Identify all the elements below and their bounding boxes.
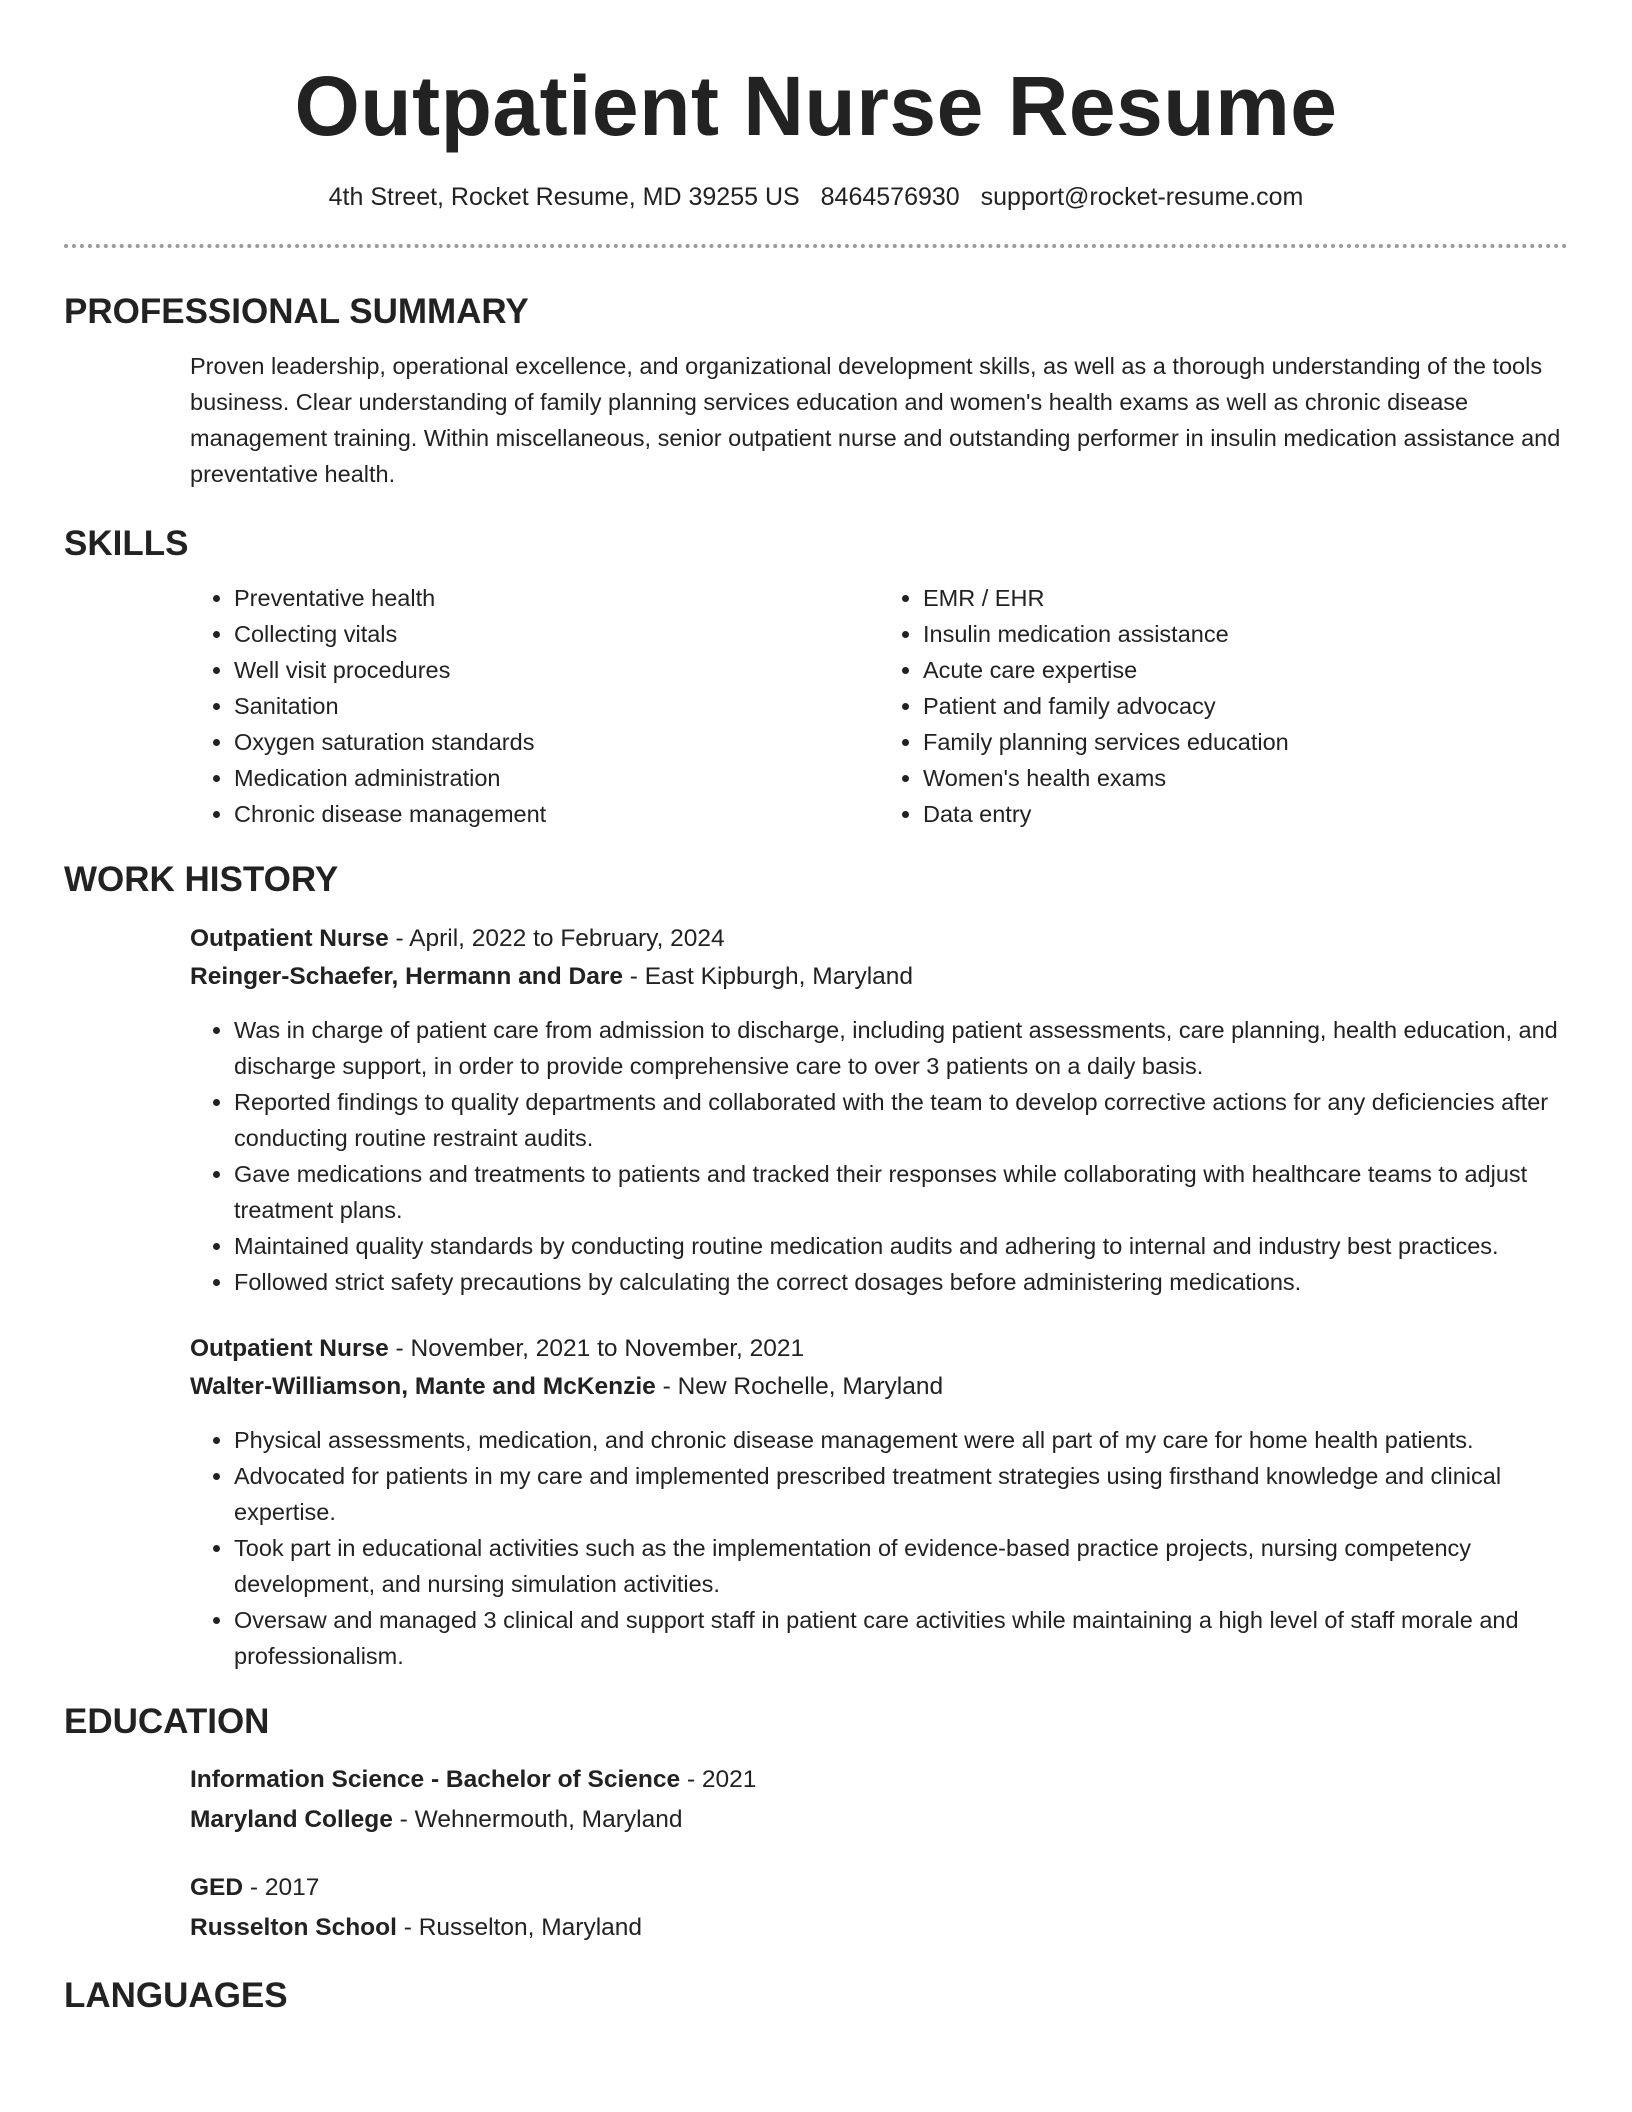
work-history-heading: WORK HISTORY bbox=[64, 860, 339, 899]
skills-list bbox=[190, 580, 1568, 832]
skill-item: • Chronic disease management bbox=[234, 796, 879, 832]
education-entry bbox=[190, 1868, 1568, 1948]
skill-item: • Women's health exams bbox=[923, 760, 1568, 796]
job-entry bbox=[190, 920, 1568, 1300]
job-entry bbox=[190, 1330, 1568, 1674]
job-location: - New Rochelle, Maryland bbox=[655, 1373, 944, 1400]
job-duty: • Followed strict safety precautions by calculating the correct dosages before administering medications. bbox=[234, 1264, 1568, 1300]
skill-item: • Medication administration bbox=[234, 760, 879, 796]
contact-line bbox=[64, 182, 1568, 212]
skills-column-left bbox=[190, 580, 879, 832]
education-entry bbox=[190, 1760, 1568, 1840]
contact-phone: 8464576930 bbox=[820, 183, 960, 211]
job-duty: • Oversaw and managed 3 clinical and support staff in patient care activities while maintaining a high level of staff morale and professionalism. bbox=[234, 1602, 1568, 1674]
skill-item: • Acute care expertise bbox=[923, 652, 1568, 688]
job-duty: • Physical assessments, medication, and chronic disease management were all part of my care for home health patients. bbox=[234, 1422, 1568, 1458]
job-position: Outpatient Nurse bbox=[190, 925, 389, 952]
job-title-line bbox=[190, 1330, 1568, 1368]
job-duties bbox=[190, 1422, 1568, 1674]
job-duty: • Advocated for patients in my care and implemented prescribed treatment strategies using firsthand knowledge and clinical expertise. bbox=[234, 1458, 1568, 1530]
job-duty: • Was in charge of patient care from admission to discharge, including patient assessments, care planning, health education, and discharge support, in order to provide comprehensive care to over 3 patients on a daily basis. bbox=[234, 1012, 1568, 1084]
skill-item: • Collecting vitals bbox=[234, 616, 879, 652]
skill-item: • Insulin medication assistance bbox=[923, 616, 1568, 652]
skill-item: • Patient and family advocacy bbox=[923, 688, 1568, 724]
job-company-line bbox=[190, 958, 1568, 996]
education-school: Russelton School bbox=[190, 1914, 397, 1941]
job-duty: • Maintained quality standards by conducting routine medication audits and adhering to internal and industry best practices. bbox=[234, 1228, 1568, 1264]
languages-heading: LANGUAGES bbox=[64, 1976, 288, 2015]
education-location: - Russelton, Maryland bbox=[396, 1914, 643, 1941]
job-company-line bbox=[190, 1368, 1568, 1406]
job-position: Outpatient Nurse bbox=[190, 1335, 389, 1362]
summary-heading: PROFESSIONAL SUMMARY bbox=[64, 292, 529, 331]
education-degree: GED bbox=[190, 1874, 244, 1901]
job-duty: • Gave medications and treatments to patients and tracked their responses while collaborating with healthcare teams to adjust treatment plans. bbox=[234, 1156, 1568, 1228]
job-location: - East Kipburgh, Maryland bbox=[623, 963, 914, 990]
contact-address: 4th Street, Rocket Resume, MD 39255 US bbox=[328, 183, 800, 211]
education-heading: EDUCATION bbox=[64, 1702, 270, 1741]
job-duty: • Reported findings to quality departments and collaborated with the team to develop corrective actions for any deficiencies after conducting routine restraint audits. bbox=[234, 1084, 1568, 1156]
skills-heading: SKILLS bbox=[64, 524, 189, 563]
education-school-line bbox=[190, 1908, 1568, 1948]
skills-column-right bbox=[879, 580, 1568, 832]
skill-item: • Preventative health bbox=[234, 580, 879, 616]
education-degree: Information Science - Bachelor of Science bbox=[190, 1766, 681, 1793]
contact-email: support@rocket-resume.com bbox=[980, 183, 1304, 211]
job-dates: - November, 2021 to November, 2021 bbox=[388, 1335, 805, 1362]
job-company: Reinger-Schaefer, Hermann and Dare bbox=[190, 963, 623, 990]
job-duty: • Took part in educational activities such as the implementation of evidence-based practice projects, nursing competency development, and nursing simulation activities. bbox=[234, 1530, 1568, 1602]
skill-item: • Oxygen saturation standards bbox=[234, 724, 879, 760]
job-title-line bbox=[190, 920, 1568, 958]
education-school-line bbox=[190, 1800, 1568, 1840]
education-degree-line bbox=[190, 1868, 1568, 1908]
education-degree-line bbox=[190, 1760, 1568, 1800]
education-year: - 2017 bbox=[243, 1874, 320, 1901]
job-duties bbox=[190, 1012, 1568, 1300]
education-school: Maryland College bbox=[190, 1806, 393, 1833]
resume-title: Outpatient Nurse Resume bbox=[294, 59, 1338, 153]
education-location: - Wehnermouth, Maryland bbox=[392, 1806, 683, 1833]
skill-item: • Well visit procedures bbox=[234, 652, 879, 688]
skill-item: • Family planning services education bbox=[923, 724, 1568, 760]
skill-item: • Sanitation bbox=[234, 688, 879, 724]
education-year: - 2021 bbox=[680, 1766, 757, 1793]
summary-text: Proven leadership, operational excellence, and organizational development skills, as well as a thorough understanding of the tools business. Clear understanding of family planning services education and women's health exams as well as chronic disease management training. Within miscellaneous, senior outpatient nurse and outstanding performer in insulin medication assistance and preventative health. bbox=[190, 353, 1561, 487]
header-divider bbox=[64, 244, 1568, 248]
job-dates: - April, 2022 to February, 2024 bbox=[388, 925, 725, 952]
skill-item: • EMR / EHR bbox=[923, 580, 1568, 616]
skill-item: • Data entry bbox=[923, 796, 1568, 832]
job-company: Walter-Williamson, Mante and McKenzie bbox=[190, 1373, 656, 1400]
